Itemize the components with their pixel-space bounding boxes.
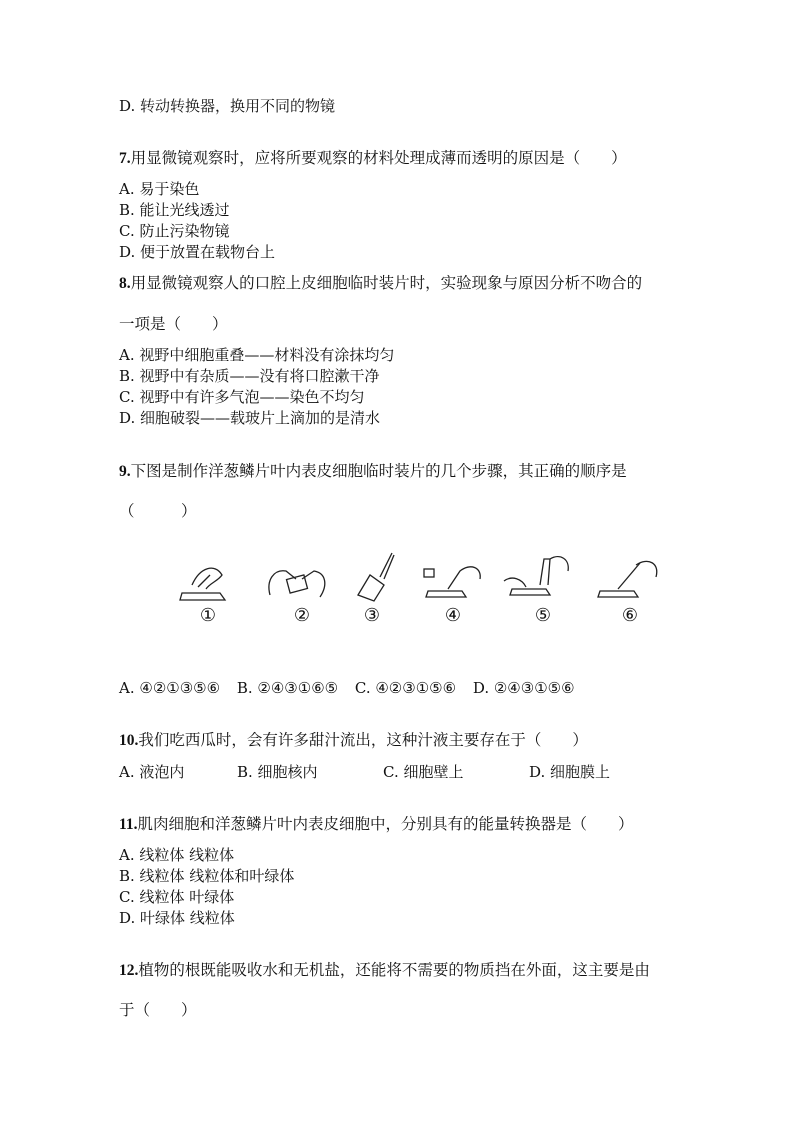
q8-option-d: D. 细胞破裂——载玻片上滴加的是清水 [119,409,381,427]
q11-option-c: C. 线粒体 叶绿体 [119,888,235,906]
q11-number: 11. [119,816,138,833]
q7-option-c: C. 防止污染物镜 [119,222,230,240]
q10-options [119,763,610,781]
q10-number: 10. [119,732,139,749]
figure-label-5: ⑤ [534,605,552,626]
q9-text: 下图是制作洋葱鳞片叶内表皮细胞临时装片的几个步骤，其正确的顺序是 [130,462,627,480]
slide-shape [180,593,225,600]
q7-number: 7. [119,150,131,167]
q11-text: 肌肉细胞和洋葱鳞片叶内表皮细胞中，分别具有的能量转换器是（ ） [137,815,634,833]
q9-stem [119,462,627,481]
q9-number: 9. [119,463,131,480]
q9-option-a: A. ④②①③⑤⑥ [119,679,221,697]
q8-option-b: B. 视野中有杂质——没有将口腔漱干净 [119,367,380,385]
q9-options [119,679,575,697]
figure-label-2: ② [293,605,311,626]
q7-text: 用显微镜观察时，应将所要观察的材料处理成薄而透明的原因是（ ） [130,149,627,167]
figure-label-1: ① [199,605,217,626]
q9-option-d: D. ②④③①⑤⑥ [472,679,575,697]
q7-stem [119,149,627,168]
tweezers-shape [618,563,640,589]
q11-option-a: A. 线粒体 线粒体 [119,846,235,864]
q8-stem [119,274,642,293]
q10-option-c: C. 细胞壁上 [383,763,464,781]
q8-stem-cont: 一项是（ ） [119,315,228,333]
q9-option-c: C. ④②③①⑤⑥ [354,679,457,697]
dropper-shape [540,559,550,585]
tool-shape [198,575,210,587]
step-2-illustration [269,571,325,597]
q12-number: 12. [119,962,139,979]
q7-option-d: D. 便于放置在载物台上 [119,243,276,261]
hand-shape [550,557,568,571]
q7-option-a: A. 易于染色 [119,180,200,198]
q10-option-a: A. 液泡内 [119,763,185,781]
q10-option-d: D. 细胞膜上 [529,763,611,781]
q11-option-b: B. 线粒体 线粒体和叶绿体 [119,867,295,885]
coverslip-shape [424,569,434,577]
step-4-illustration [424,567,480,597]
q12-stem [119,961,650,980]
figure-label-6: ⑥ [621,605,639,626]
slide-preparation-steps-figure [170,545,670,635]
q8-option-c: C. 视野中有许多气泡——染色不均匀 [119,388,365,406]
q7-option-b: B. 能让光线透过 [119,201,230,219]
hand-shape [269,571,296,595]
slide-shape [426,591,466,597]
q10-text: 我们吃西瓜时，会有许多甜汁流出，这种汁液主要存在于（ ） [138,731,588,749]
cloth-shape [286,575,307,593]
q12-stem-cont: 于（ ） [119,1001,197,1019]
step-3-illustration [358,553,394,601]
figure-label-3: ③ [363,605,381,626]
step-6-illustration [598,561,657,597]
q11-option-d: D. 叶绿体 线粒体 [119,909,235,927]
q10-option-b: B. 细胞核内 [237,763,318,781]
q11-stem [119,815,634,834]
q12-text: 植物的根既能吸收水和无机盐，还能将不需要的物质挡在外面，这主要是由 [138,961,650,979]
leaf-piece-shape [358,575,384,601]
q8-number: 8. [119,275,131,292]
q8-option-a: A. 视野中细胞重叠——材料没有涂抹均匀 [119,346,395,364]
q9-stem-cont: （ ） [119,502,197,520]
hand-shape [504,578,526,587]
figure-label-4: ④ [444,605,462,626]
q9-option-b: B. ②④③①⑥⑤ [236,679,339,697]
slide-shape [510,589,550,595]
step-5-illustration [504,557,568,595]
hand-shape [448,567,480,589]
hand-shape [636,561,657,577]
q6-option-d: D. 转动转换器，换用不同的物镜 [119,97,336,115]
slide-shape [598,591,638,597]
q10-stem [119,731,588,750]
q8-text: 用显微镜观察人的口腔上皮细胞临时装片时，实验现象与原因分析不吻合的 [130,274,643,292]
hand-shape [302,571,325,597]
step-1-illustration [180,568,225,600]
